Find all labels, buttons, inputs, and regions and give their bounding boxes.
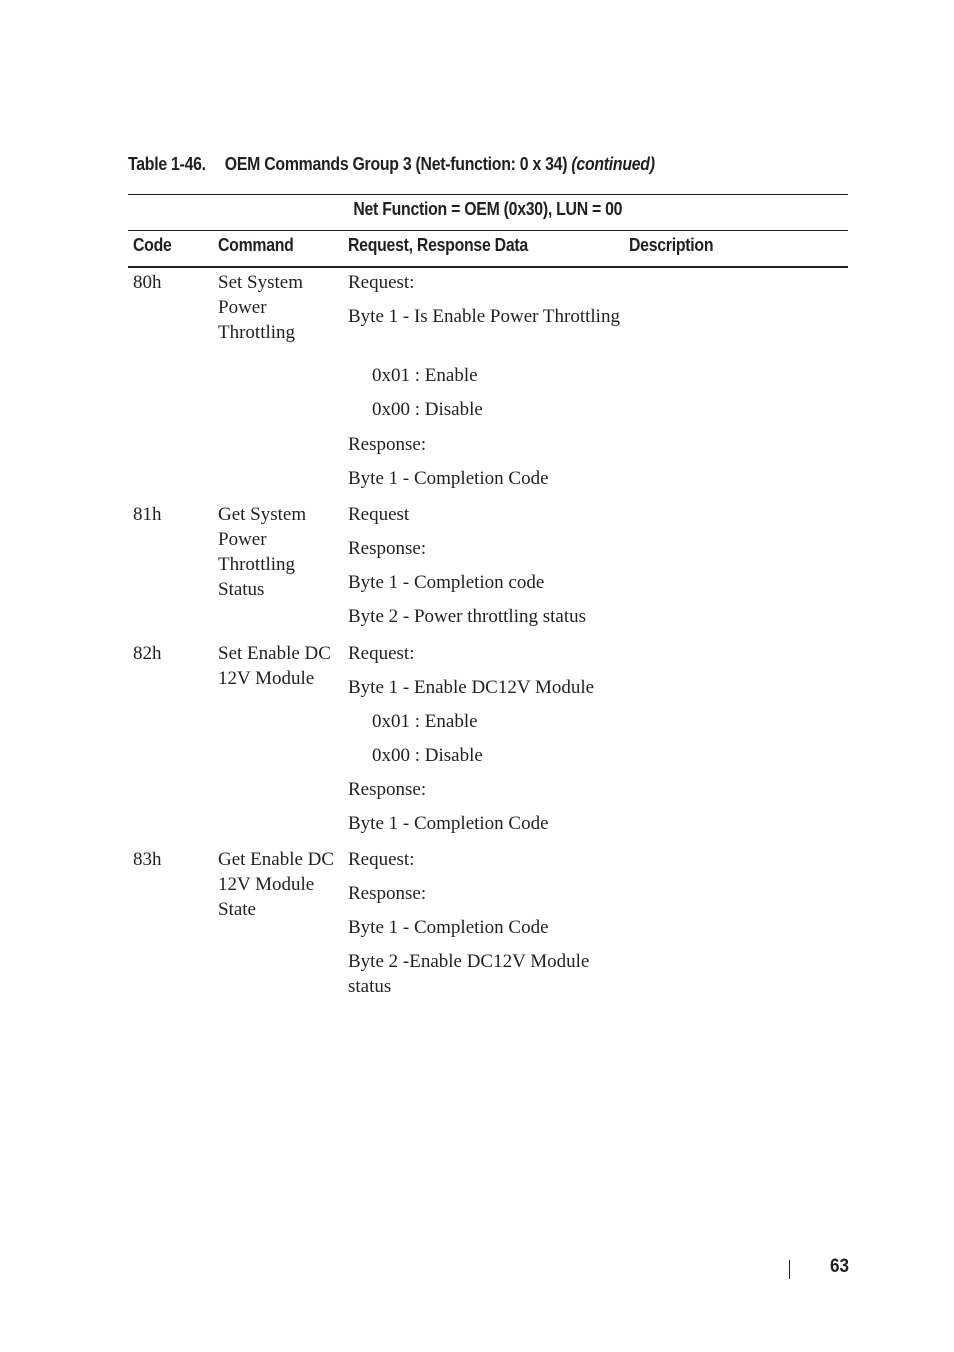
row-80h-command: Set System Power Throttling bbox=[218, 272, 303, 343]
row-82h-code: 82h bbox=[133, 643, 162, 664]
row-81h-line: Request bbox=[348, 504, 410, 525]
column-header-code: Code bbox=[133, 235, 172, 255]
footer-divider bbox=[789, 1260, 790, 1279]
row-80h-code: 80h bbox=[133, 272, 162, 293]
row-81h-line: Byte 1 - Completion code bbox=[348, 572, 545, 593]
row-80h-line: Byte 1 - Is Enable Power Throttling bbox=[348, 306, 620, 327]
row-83h-command: Get Enable DC 12V Module State bbox=[218, 849, 335, 920]
row-80h-line: Response: bbox=[348, 434, 427, 455]
row-80h-line: 0x01 : Enable bbox=[372, 365, 478, 386]
table-number: Table 1-46. bbox=[128, 154, 206, 174]
table-caption bbox=[128, 154, 655, 175]
column-header-description: Description bbox=[629, 235, 714, 255]
row-80h-line: 0x00 : Disable bbox=[372, 399, 483, 420]
table-title: OEM Commands Group 3 (Net-function: 0 x 34) bbox=[224, 154, 568, 174]
row-83h-line: Request: bbox=[348, 849, 415, 870]
row-83h-line: Byte 2 -Enable DC12V Module status bbox=[348, 951, 590, 997]
row-81h-line: Response: bbox=[348, 538, 427, 559]
table-top-rule bbox=[128, 194, 848, 195]
net-function-label: Net Function = OEM (0x30), LUN = 00 bbox=[353, 199, 623, 219]
row-80h-line: Request: bbox=[348, 272, 415, 293]
row-82h-line: Response: bbox=[348, 779, 427, 800]
row-82h-line: 0x01 : Enable bbox=[372, 711, 478, 732]
column-header-request-response: Request, Response Data bbox=[348, 235, 528, 255]
net-function-header bbox=[128, 199, 848, 220]
row-81h-line: Byte 2 - Power throttling status bbox=[348, 606, 587, 627]
row-81h-command: Get System Power Throttling Status bbox=[218, 504, 307, 600]
table-continued: (continued) bbox=[571, 154, 655, 174]
row-80h-line: Byte 1 - Completion Code bbox=[348, 468, 549, 489]
row-82h-line: Request: bbox=[348, 643, 415, 664]
row-82h-line: 0x00 : Disable bbox=[372, 745, 483, 766]
row-83h-line: Byte 1 - Completion Code bbox=[348, 917, 549, 938]
header-bottom-rule bbox=[128, 266, 848, 268]
page-number: 63 bbox=[830, 1256, 850, 1277]
row-82h-line: Byte 1 - Completion Code bbox=[348, 813, 549, 834]
row-81h-code: 81h bbox=[133, 504, 162, 525]
row-83h-line: Response: bbox=[348, 883, 427, 904]
row-82h-line: Byte 1 - Enable DC12V Module bbox=[348, 677, 595, 698]
row-82h-command: Set Enable DC 12V Module bbox=[218, 643, 331, 689]
column-header-command: Command bbox=[218, 235, 294, 255]
row-83h-code: 83h bbox=[133, 849, 162, 870]
header-top-rule bbox=[128, 230, 848, 231]
